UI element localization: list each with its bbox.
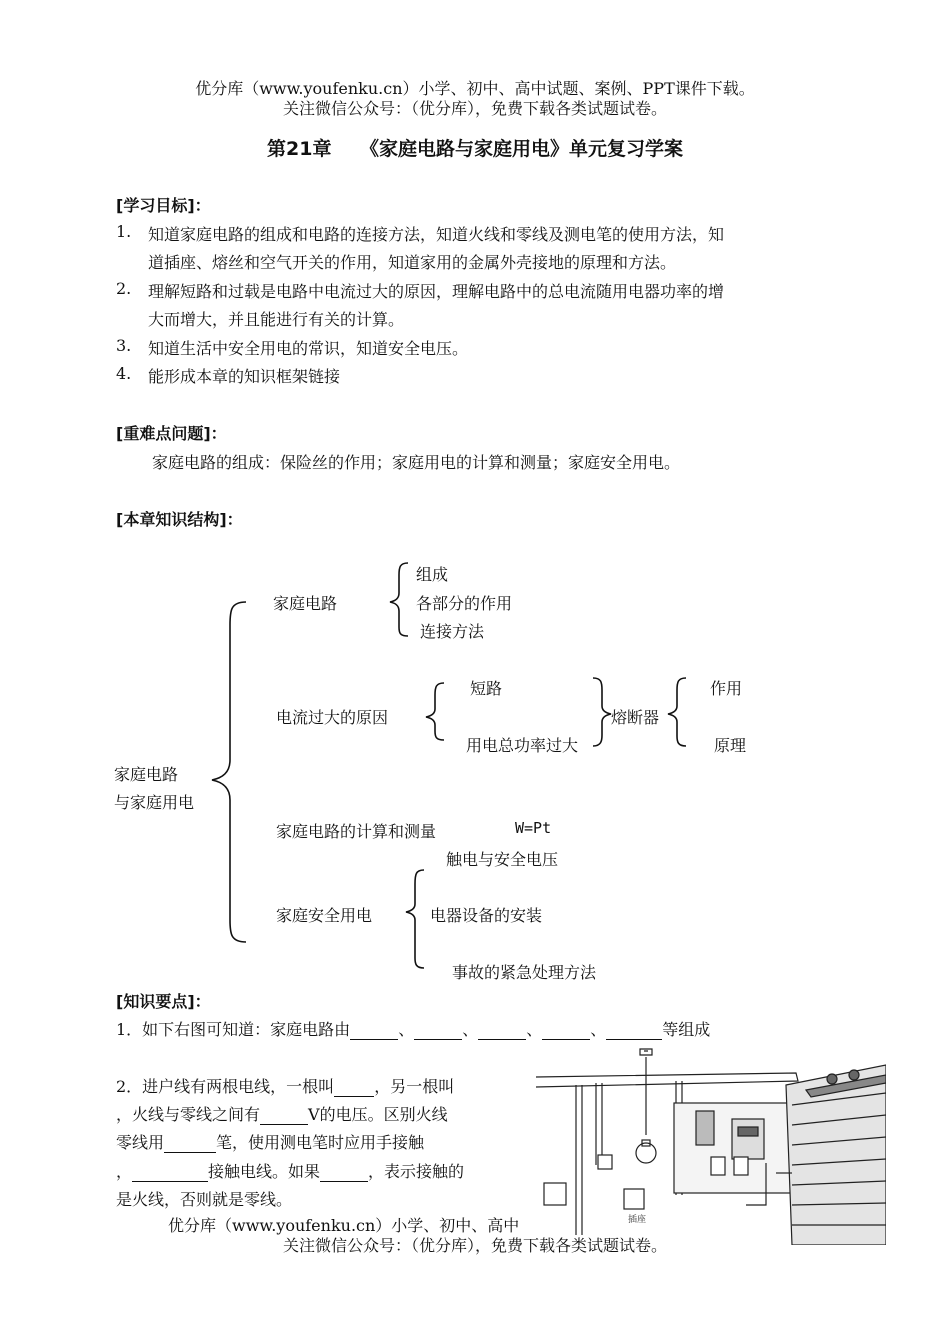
b2-sub-overload: 用电总功率过大 [466, 736, 579, 755]
goal-3-num: 3. [116, 336, 132, 355]
question-2-line-2: ，火线与零线之间有 V的电压。区别火线 [116, 1105, 448, 1124]
header-line-2: 关注微信公众号：（优分库），免费下载各类试题试卷。 [282, 99, 667, 118]
goal-3-line-1: 知道生活中安全用电的常识，知道安全电压。 [148, 339, 469, 358]
answer-blank[interactable] [132, 1165, 208, 1182]
household-circuit-illustration [536, 1045, 886, 1245]
question-2-line-3: 零线用 笔，使用测电笔时应用手接触 [116, 1133, 425, 1152]
header-line-1: 优分库（www.youfenku.cn）小学、初中、高中试题、案例、PPT课件下载。 [195, 79, 755, 98]
goal-2-line-2: 大而增大，并且能进行有关的计算。 [148, 310, 405, 329]
b1-sub-connection: 连接方法 [420, 622, 485, 641]
b4-sub-emergency: 事故的紧急处理方法 [452, 963, 597, 982]
answer-blank[interactable] [320, 1165, 368, 1182]
brace-b1 [390, 563, 408, 636]
answer-blank[interactable] [414, 1023, 462, 1040]
b4-sub-installation: 电器设备的安装 [430, 906, 543, 925]
b1-sub-composition: 组成 [416, 565, 449, 584]
goal-2-num: 2. [116, 279, 132, 298]
brace-b4 [406, 870, 424, 968]
answer-blank[interactable] [606, 1023, 662, 1040]
brace-b2 [426, 683, 444, 740]
branch-household-circuit: 家庭电路 [273, 594, 338, 613]
fuse-sub-function: 作用 [710, 679, 743, 698]
goals-heading: [学习目标]： [116, 196, 211, 215]
goal-4-line-1: 能形成本章的知识框架链接 [148, 367, 341, 386]
goal-4-num: 4. [116, 364, 132, 383]
branch-calculation: 家庭电路的计算和测量 [276, 822, 437, 841]
question-2-line-1: 2．进户线有两根电线，一根叫 ，另一根叫 [116, 1077, 455, 1096]
structure-root-line-2: 与家庭用电 [114, 793, 195, 812]
b4-sub-electric-shock: 触电与安全电压 [446, 850, 559, 869]
fuse-sub-principle: 原理 [714, 736, 747, 755]
b2-fuse: 熔断器 [611, 708, 660, 727]
difficulty-text: 家庭电路的组成：保险丝的作用；家庭用电的计算和测量；家庭安全用电。 [152, 453, 681, 472]
answer-blank[interactable] [334, 1080, 374, 1097]
page-title: 第21章 《家庭电路与家庭用电》单元复习学案 [267, 138, 683, 160]
question-2-line-5: 是火线，否则就是零线。 [116, 1190, 293, 1209]
goal-1-line-2: 道插座、熔丝和空气开关的作用，知道家用的金属外壳接地的原理和方法。 [148, 253, 677, 272]
brace-b2-right [593, 678, 611, 746]
main-brace [212, 602, 246, 942]
goal-1-num: 1. [116, 222, 132, 241]
footer-line-2: 关注微信公众号：（优分库），免费下载各类试题试卷。 [282, 1236, 667, 1255]
formula-wpt: W=Pt [515, 819, 552, 837]
goal-2-line-1: 理解短路和过载是电路中电流过大的原因，理解电路中的总电流随用电器功率的增 [148, 282, 725, 301]
question-2-line-4: ， 接触电线。如果 ，表示接触的 [116, 1162, 465, 1181]
answer-blank[interactable] [164, 1136, 216, 1153]
footer-line-1: 优分库（www.youfenku.cn）小学、初中、高中 [168, 1216, 520, 1235]
answer-blank[interactable] [542, 1023, 590, 1040]
structure-root-line-1: 家庭电路 [114, 765, 179, 784]
question-1: 1．如下右图可知道：家庭电路由 、 、 、 、 等组成 [116, 1020, 711, 1039]
goal-1-line-1: 知道家庭电路的组成和电路的连接方法，知道火线和零线及测电笔的使用方法，知 [148, 225, 725, 244]
branch-overcurrent: 电流过大的原因 [276, 708, 389, 727]
b1-sub-functions: 各部分的作用 [416, 594, 513, 613]
brace-b2-mid [668, 678, 686, 746]
answer-blank[interactable] [478, 1023, 526, 1040]
b2-sub-short-circuit: 短路 [470, 679, 503, 698]
difficulty-heading: [重难点问题]： [116, 424, 227, 443]
branch-safety: 家庭安全用电 [276, 906, 373, 925]
structure-heading: [本章知识结构]： [116, 510, 243, 529]
answer-blank[interactable] [350, 1023, 398, 1040]
points-heading: [知识要点]： [116, 992, 211, 1011]
answer-blank[interactable] [260, 1108, 308, 1125]
figure-label: 插座 [628, 1215, 647, 1225]
